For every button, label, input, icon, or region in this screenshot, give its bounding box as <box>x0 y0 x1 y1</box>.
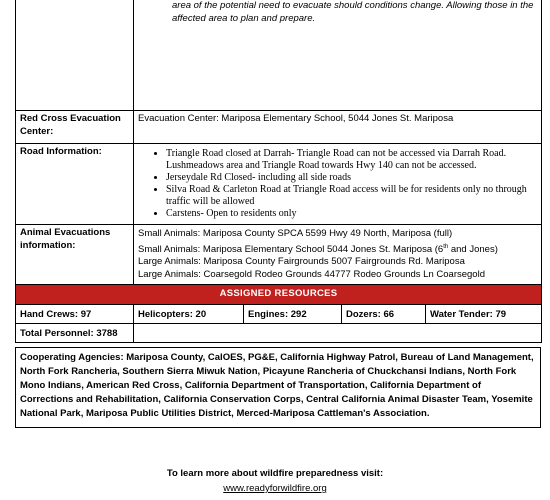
hand-crews: Hand Crews: 97 <box>16 305 134 324</box>
road-item: • Triangle Road closed at Darrah- Triangle Road can not be accessed via Darrah Road. Lushmeadows area and Triangle Road towards Hwy 140 can not be accessed. <box>166 148 537 172</box>
evacuation-row <box>16 0 542 111</box>
road-list <box>138 146 537 220</box>
footer-text: To learn more about wildfire preparedness visit: <box>166 468 384 479</box>
evacuation-note-cell <box>134 0 542 111</box>
animal-row <box>16 225 542 285</box>
animal-line: Large Animals: Coarsegold Rodeo Grounds 44777 Rodeo Grounds Ln Coarsegold <box>138 268 485 280</box>
animal-cell <box>134 225 542 285</box>
dozers: Dozers: 66 <box>342 305 426 324</box>
resources-banner: ASSIGNED RESOURCES <box>16 285 542 305</box>
animal-line: Small Animals: Mariposa County SPCA 5599 Hwy 49 North, Mariposa (full) <box>138 228 453 239</box>
footer-link-wrap <box>0 483 550 494</box>
resources-row <box>16 305 542 324</box>
animal-line: Small Animals: Mariposa Elementary School 5044 Jones St. Mariposa (6th and Jones) <box>138 243 498 255</box>
personnel-empty <box>134 324 542 343</box>
evacuation-note: area of the potential need to evacuate should conditions change. Allowing those in the affected area to plan and prepare. <box>172 0 534 24</box>
incident-document <box>15 0 541 428</box>
red-cross-value: Evacuation Center: Mariposa Elementary School, 5044 Jones St. Mariposa <box>134 111 542 144</box>
road-label: Road Information: <box>16 144 134 225</box>
road-item: • Silva Road & Carleton Road at Triangle Road access will be for residents only no through traffic will be allowed <box>166 184 537 208</box>
animal-line: Large Animals: Mariposa County Fairgrounds 5007 Fairgrounds Rd. Mariposa <box>138 256 465 268</box>
resources-table <box>15 305 542 343</box>
info-table <box>15 0 542 305</box>
road-item: • Jerseydale Rd Closed- including all side roads <box>166 172 537 184</box>
engines: Engines: 292 <box>244 305 342 324</box>
total-personnel: Total Personnel: 3788 <box>16 324 134 343</box>
red-cross-label: Red Cross Evacuation Center: <box>16 111 134 144</box>
cooperating-agencies: Cooperating Agencies: Mariposa County, CalOES, PG&E, California Highway Patrol, Bureau of Land Management, North Fork Rancheria, Southern Sierra Miwuk Nation, Picayune Rancheria of Chuckchansi Indians, North Fork Mono Indians, American Red Cross, California Department of Transportation, California Department of Corrections and Rehabilitation, California Conservation Corps, Central California Animal Disaster Team, Yosemite National Park, Mariposa Public Utilities District, Merced-Mariposa Cattleman's Association. <box>15 347 541 428</box>
road-row <box>16 144 542 225</box>
evacuation-label-cell <box>16 0 134 111</box>
road-cell <box>134 144 542 225</box>
water-tender: Water Tender: 79 <box>426 305 542 324</box>
road-item: • Carstens- Open to residents only <box>166 208 537 220</box>
animal-label: Animal Evacuations information: <box>16 225 134 285</box>
red-cross-row <box>16 111 542 144</box>
helicopters: Helicopters: 20 <box>134 305 244 324</box>
personnel-row <box>16 324 542 343</box>
readyforwildfire-link[interactable]: www.readyforwildfire.org <box>223 483 327 494</box>
resources-banner-row <box>16 285 542 305</box>
